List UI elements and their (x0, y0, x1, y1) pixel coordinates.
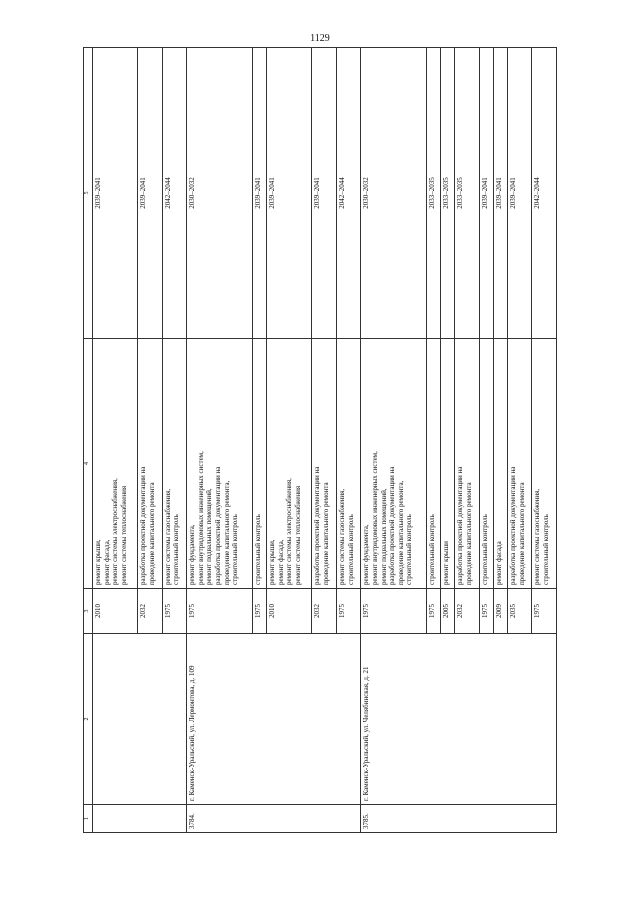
period-cell: 2039–2041 (479, 47, 493, 338)
header-row (84, 47, 93, 832)
year-cell: 2035 (507, 588, 531, 633)
year-cell: 2005 (441, 588, 455, 633)
work-cell: ремонт крыши, ремонт фасада, ремонт системы электроснабжения, ремонт системы теплоснабжения (267, 338, 312, 588)
year-cell: 2032 (138, 588, 162, 633)
period-cell: 2033–2035 (427, 47, 441, 338)
header-col-5: 5 (84, 47, 93, 338)
address-cell (93, 633, 187, 804)
year-cell: 2009 (493, 588, 507, 633)
period-cell: 2039–2041 (312, 47, 336, 338)
period-cell: 2030–2032 (187, 47, 253, 338)
work-cell: ремонт фундамента, ремонт внутридомовых инженерных систем, ремонт подвальных помещений, разработка проектной документации на проведение капитального ремонта, строительный контроль (361, 338, 427, 588)
row-number-cell: 3784. (187, 804, 361, 832)
address-cell: г. Каменск-Уральский, ул. Челябинская, д. 21 (361, 633, 557, 804)
work-cell: ремонт фасада (493, 338, 507, 588)
work-cell: ремонт системы газоснабжения, строительный контроль (336, 338, 360, 588)
table-row (361, 47, 427, 832)
period-cell: 2039–2041 (493, 47, 507, 338)
year-cell: 2010 (267, 588, 312, 633)
work-cell: ремонт крыши, ремонт фасада, ремонт системы электроснабжения, ремонт системы теплоснабжения (93, 338, 138, 588)
address-cell: г. Каменск-Уральский, ул. Лермонтова, д. 109 (187, 633, 361, 804)
rotated-table-wrapper (83, 73, 557, 833)
work-cell: ремонт фундамента, ремонт внутридомовых инженерных систем, ремонт подвальных помещений, разработка проектной документации на проведение капитального ремонта, строительный контроль (187, 338, 253, 588)
work-cell: строительный контроль (427, 338, 441, 588)
year-cell: 1975 (532, 588, 557, 633)
row-number-cell (93, 804, 187, 832)
year-cell: 2032 (312, 588, 336, 633)
work-cell: ремонт крыши (441, 338, 455, 588)
work-cell: ремонт системы газоснабжения, строительный контроль (532, 338, 557, 588)
year-cell: 2032 (455, 588, 479, 633)
work-cell: разработка проектной документации на проведение капитального ремонта (507, 338, 531, 588)
work-cell: ремонт системы газоснабжения, строительный контроль (162, 338, 186, 588)
table-row (187, 47, 253, 832)
year-cell: 2010 (93, 588, 138, 633)
work-cell: разработка проектной документации на проведение капитального ремонта (312, 338, 336, 588)
work-cell: строительный контроль (479, 338, 493, 588)
work-cell: строительный контроль (253, 338, 267, 588)
year-cell: 1975 (336, 588, 360, 633)
work-cell: разработка проектной документации на проведение капитального ремонта (455, 338, 479, 588)
period-cell: 2042–2044 (532, 47, 557, 338)
period-cell: 2030–2032 (361, 47, 427, 338)
year-cell: 1975 (361, 588, 427, 633)
period-cell: 2033–2035 (455, 47, 479, 338)
capital-repair-table (83, 47, 557, 833)
table-row (93, 47, 138, 832)
year-cell: 1975 (253, 588, 267, 633)
period-cell: 2039–2041 (507, 47, 531, 338)
period-cell: 2039–2041 (267, 47, 312, 338)
period-cell: 2033–2035 (441, 47, 455, 338)
period-cell: 2042–2044 (336, 47, 360, 338)
header-col-2: 2 (84, 633, 93, 804)
period-cell: 2042–2044 (162, 47, 186, 338)
year-cell: 1975 (162, 588, 186, 633)
header-col-3: 3 (84, 588, 93, 633)
year-cell: 1975 (187, 588, 253, 633)
year-cell: 1975 (479, 588, 493, 633)
period-cell: 2039–2041 (93, 47, 138, 338)
period-cell: 2039–2041 (253, 47, 267, 338)
row-number-cell: 3785. (361, 804, 557, 832)
work-cell: разработка проектной документации на проведение капитального ремонта (138, 338, 162, 588)
header-col-1: 1 (84, 804, 93, 832)
period-cell: 2039–2041 (138, 47, 162, 338)
year-cell: 1975 (427, 588, 441, 633)
header-col-4: 4 (84, 338, 93, 588)
page-number: 1129 (310, 33, 330, 44)
